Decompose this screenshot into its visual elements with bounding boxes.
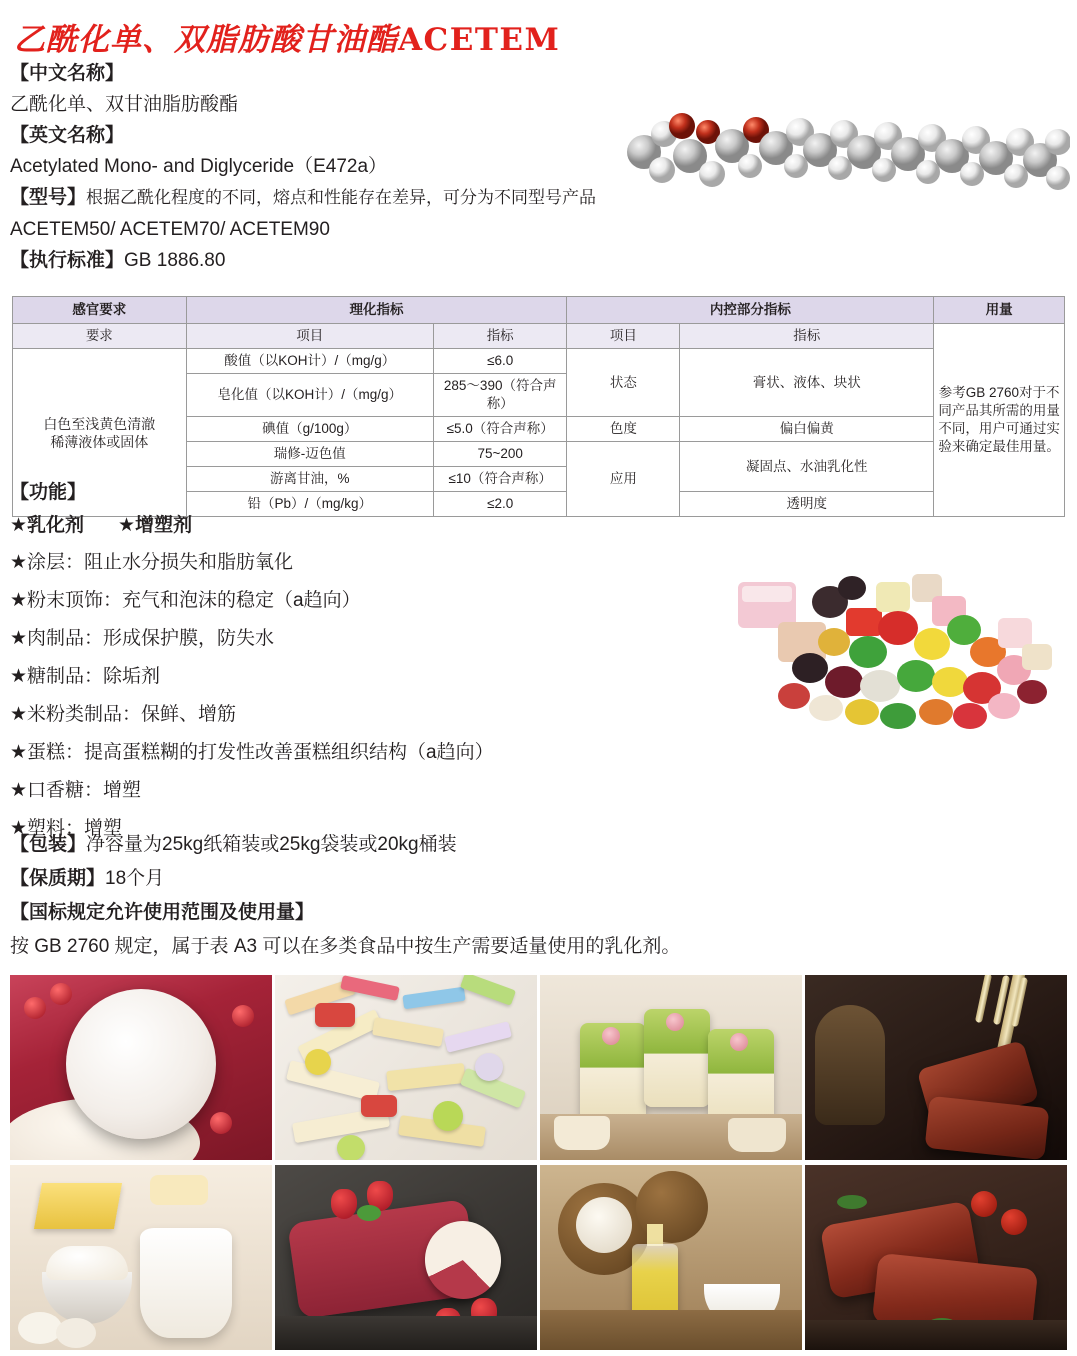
raw-steak-image	[805, 1165, 1067, 1350]
physchem-item-0: 酸值（以KOH计）/（mg/g）	[186, 349, 433, 374]
packaging-label: 【包装】	[10, 834, 87, 855]
internal-item-0: 状态	[567, 349, 680, 417]
product-application-gallery	[10, 975, 1067, 1350]
product-info-block	[10, 58, 650, 277]
subheader-index2: 指标	[680, 324, 934, 349]
table-subheader-row	[13, 324, 1065, 349]
function-emulsifier: ★乳化剂	[10, 515, 85, 536]
internal-index-1: 偏白偏黄	[680, 417, 934, 442]
shelf-life-value: 18个月	[105, 868, 165, 889]
rice-paper-wafer-image	[10, 975, 272, 1160]
shelf-life-row	[10, 862, 1050, 896]
function-plasticizer: ★增塑剂	[118, 515, 193, 536]
physchem-item-4: 游离甘油，%	[186, 467, 433, 492]
coconut-oil-image	[540, 1165, 802, 1350]
physchem-item-3: 瑞修-迈色值	[186, 442, 433, 467]
page-title	[14, 14, 560, 59]
model-label: 【型号】	[10, 187, 87, 208]
model-list: ACETEM50/ ACETEM70/ ACETEM90	[10, 219, 330, 240]
assorted-candy-image	[726, 530, 1066, 745]
function-item-rice-flour: ★米粉类制品：保鲜、增筋	[10, 704, 237, 725]
function-item-powder-topping: ★粉末顶饰：充气和泡沫的稳定（a趋向）	[10, 590, 361, 611]
header-internal: 内控部分指标	[567, 297, 934, 324]
functions-star-row	[10, 508, 730, 544]
internal-index-0: 膏状、液体、块状	[680, 349, 934, 417]
internal-item-2: 应用	[567, 442, 680, 517]
strawberry-swiss-roll-image	[275, 1165, 537, 1350]
scope-label-row	[10, 896, 1050, 930]
dosage-cell: 参考GB 2760对于不同产品其所需的用量不同，用户可通过实验来确定最佳用量。	[934, 324, 1065, 517]
model-value: 根据乙酰化程度的不同，熔点和性能存在差异，可分为不同型号产品	[86, 188, 597, 207]
physchem-index-1: 285～390（符合声称）	[433, 374, 567, 417]
physchem-index-3: 75~200	[433, 442, 567, 467]
functions-heading: 【功能】	[10, 482, 87, 503]
function-item-plastic: ★塑料：增塑	[10, 818, 123, 839]
function-item-coating: ★涂层：阻止水分损失和脂肪氧化	[10, 552, 294, 573]
sensory-value-cell: 白色至浅黄色清澈 稀薄液体或固体	[13, 349, 187, 517]
scope-value-row: 按 GB 2760 规定，属于表 A3 可以在多类食品中按生产需要适量使用的乳化剂。	[10, 936, 681, 957]
physchem-item-5: 铅（Pb）/（mg/kg）	[186, 492, 433, 517]
physchem-index-0: ≤6.0	[433, 349, 567, 374]
grilled-meat-on-fork-image	[805, 975, 1067, 1160]
function-item-meat: ★肉制品：形成保护膜，防失水	[10, 628, 275, 649]
table-row	[13, 349, 1065, 374]
internal-index-3: 透明度	[680, 492, 934, 517]
physchem-item-2: 碘值（g/100g）	[186, 417, 433, 442]
standard-row	[10, 245, 650, 277]
packaging-row	[10, 828, 1050, 862]
page-title-cn: 乙酰化单、双脂肪酸甘油酯	[14, 22, 398, 58]
en-name-label: 【英文名称】	[10, 125, 125, 146]
bottom-text-block	[10, 828, 1050, 964]
en-name-value: Acetylated Mono- and Diglyceride（E472a）	[10, 156, 388, 177]
molecule-model-image	[620, 104, 1070, 196]
page-title-en: ACETEM	[398, 22, 561, 58]
function-item-sugar: ★糖制品：除垢剂	[10, 666, 161, 687]
function-item-cake: ★蛋糕：提高蛋糕糊的打发性改善蛋糕组织结构（a趋向）	[10, 742, 494, 763]
cn-name-label: 【中文名称】	[10, 63, 125, 84]
physchem-item-1: 皂化值（以KOH计）/（mg/g）	[186, 374, 433, 417]
header-dosage: 用量	[934, 297, 1065, 324]
subheader-item2: 项目	[567, 324, 680, 349]
table-header-row	[13, 297, 1065, 324]
matcha-layered-dessert-image	[540, 975, 802, 1160]
shelf-life-label: 【保质期】	[10, 868, 106, 889]
header-sensory: 感官要求	[13, 297, 187, 324]
subheader-item: 项目	[186, 324, 433, 349]
physchem-index-5: ≤2.0	[433, 492, 567, 517]
subheader-requirement: 要求	[13, 324, 187, 349]
physchem-index-4: ≤10（符合声称）	[433, 467, 567, 492]
standard-label: 【执行标准】	[10, 250, 125, 271]
header-physchem: 理化指标	[186, 297, 567, 324]
chewing-gum-candy-image	[275, 975, 537, 1160]
model-row	[10, 182, 650, 214]
internal-item-1: 色度	[567, 417, 680, 442]
packaging-value: 净容量为25kg纸箱装或25kg袋装或20kg桶装	[86, 834, 457, 855]
physchem-index-2: ≤5.0（符合声称）	[433, 417, 567, 442]
standard-value: GB 1886.80	[124, 250, 226, 271]
functions-block	[10, 478, 730, 848]
function-item-gum: ★口香糖：增塑	[10, 780, 142, 801]
internal-index-2: 凝固点、水油乳化性	[680, 442, 934, 492]
butter-cream-milk-image	[10, 1165, 272, 1350]
scope-label: 【国标规定允许使用范围及使用量】	[10, 902, 315, 923]
subheader-index: 指标	[433, 324, 567, 349]
cn-name-value: 乙酰化单、双甘油脂肪酸酯	[10, 94, 239, 115]
